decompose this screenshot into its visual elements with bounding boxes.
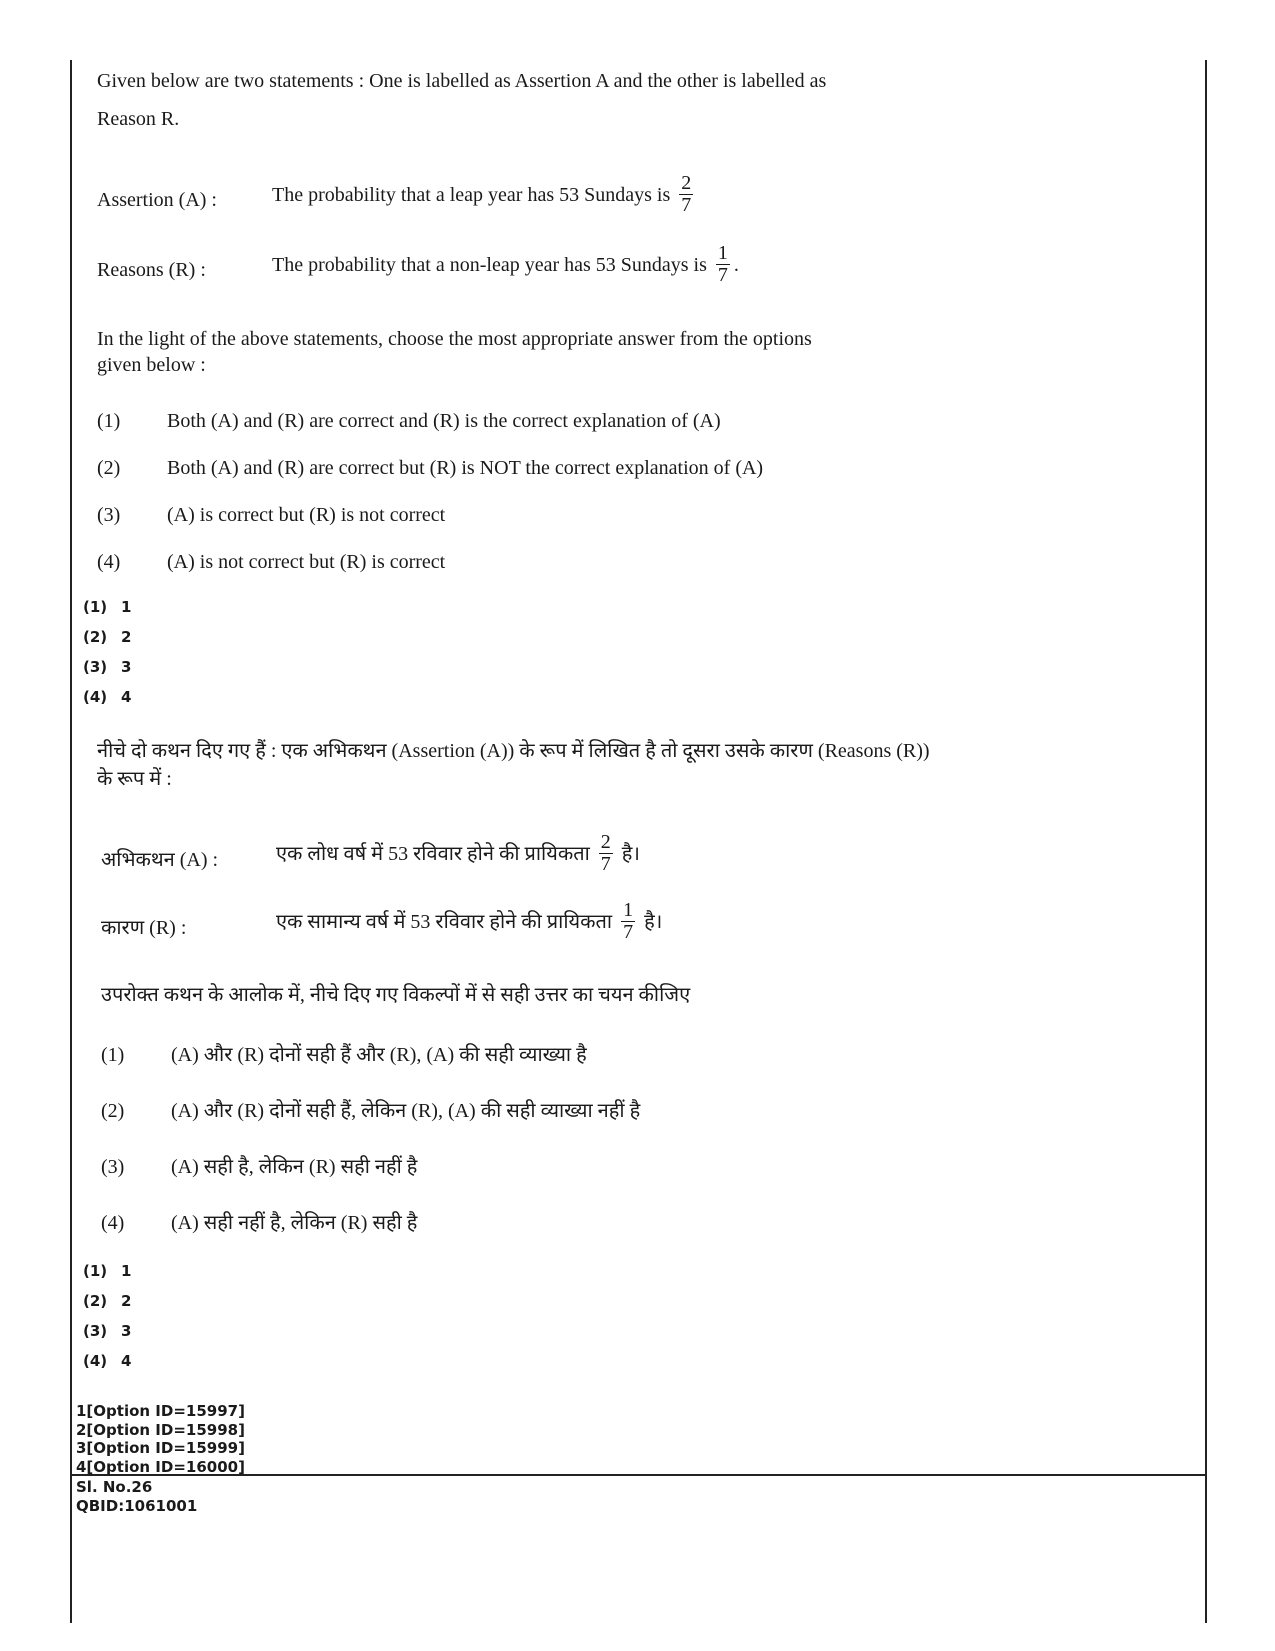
answer-value: 1 bbox=[121, 598, 132, 616]
fraction-numerator: 1 bbox=[717, 242, 728, 264]
hindi-assertion-text bbox=[276, 831, 640, 877]
fraction-numerator: 1 bbox=[623, 899, 634, 921]
option-text: (A) और (R) दोनों सही हैं और (R), (A) की सही व्याख्या है bbox=[171, 1044, 587, 1066]
hindi-assertion-fraction bbox=[599, 832, 613, 875]
hindi-reason-end: है। bbox=[644, 911, 663, 934]
answer-choice[interactable] bbox=[83, 1292, 131, 1310]
answer-key: (4) bbox=[83, 1352, 108, 1370]
question-meta bbox=[76, 1478, 197, 1516]
option-text: (A) is not correct but (R) is correct bbox=[167, 551, 446, 573]
answer-value: 2 bbox=[121, 1292, 132, 1310]
hindi-reason-label: कारण (R) : bbox=[101, 917, 187, 939]
option-number: (2) bbox=[97, 457, 121, 479]
hindi-intro-line2: के रूप में : bbox=[97, 768, 172, 790]
answer-choice[interactable] bbox=[83, 628, 131, 646]
answer-value: 3 bbox=[121, 658, 132, 676]
option-text: (A) सही नहीं है, लेकिन (R) सही है bbox=[171, 1212, 418, 1234]
fraction-denominator: 7 bbox=[623, 921, 634, 943]
english-intro-line2: Reason R. bbox=[97, 108, 180, 130]
english-assertion-sentence: The probability that a leap year has 53 Sundays is bbox=[272, 184, 671, 207]
option-id: 4[Option ID=16000] bbox=[76, 1457, 245, 1476]
option-text: (A) और (R) दोनों सही हैं, लेकिन (R), (A) की सही व्याख्या नहीं है bbox=[171, 1100, 641, 1122]
option-number: (4) bbox=[101, 1212, 125, 1234]
fraction-numerator: 2 bbox=[600, 831, 611, 853]
option-number: (4) bbox=[97, 551, 121, 573]
left-border bbox=[70, 60, 72, 1623]
option-number: (1) bbox=[97, 410, 121, 432]
option-number: (1) bbox=[101, 1044, 125, 1066]
option-id: 2[Option ID=15998] bbox=[76, 1420, 245, 1439]
hindi-assertion-label: अभिकथन (A) : bbox=[101, 849, 219, 871]
option-text: Both (A) and (R) are correct but (R) is NOT the correct explanation of (A) bbox=[167, 457, 764, 479]
english-reason-period: . bbox=[733, 254, 739, 277]
answer-choice[interactable] bbox=[83, 598, 131, 616]
hindi-assertion-end: है। bbox=[621, 843, 640, 866]
answer-value: 2 bbox=[121, 628, 132, 646]
option-id-list bbox=[76, 1402, 245, 1476]
english-intro-line1: Given below are two statements : One is labelled as Assertion A and the other is labelled as bbox=[97, 70, 827, 92]
english-assertion-label: Assertion (A) : bbox=[97, 189, 217, 211]
answer-value: 3 bbox=[121, 1322, 132, 1340]
hindi-reason-sentence: एक सामान्य वर्ष में 53 रविवार होने की प्रायिकता bbox=[276, 911, 613, 934]
fraction-numerator: 2 bbox=[681, 172, 692, 194]
answer-choice[interactable] bbox=[83, 1262, 131, 1280]
answer-key: (2) bbox=[83, 628, 108, 646]
hindi-reason-fraction bbox=[621, 900, 635, 943]
english-instruction-line1: In the light of the above statements, choose the most appropriate answer from the options bbox=[97, 328, 812, 350]
english-reason-label: Reasons (R) : bbox=[97, 259, 206, 281]
answer-key: (1) bbox=[83, 1262, 108, 1280]
english-reason-sentence: The probability that a non-leap year has 53 Sundays is bbox=[272, 254, 707, 277]
hindi-assertion-sentence: एक लोध वर्ष में 53 रविवार होने की प्रायिकता bbox=[276, 843, 590, 866]
option-text: (A) सही है, लेकिन (R) सही नहीं है bbox=[171, 1156, 418, 1178]
answer-key: (3) bbox=[83, 1322, 108, 1340]
fraction-denominator: 7 bbox=[600, 853, 611, 875]
english-intro bbox=[97, 68, 826, 133]
answer-value: 1 bbox=[121, 1262, 132, 1280]
option-id: 3[Option ID=15999] bbox=[76, 1439, 245, 1457]
option-id: 1[Option ID=15997] bbox=[76, 1402, 245, 1420]
answer-choice[interactable] bbox=[83, 688, 131, 706]
option-number: (3) bbox=[101, 1156, 125, 1178]
fraction-denominator: 7 bbox=[681, 194, 692, 216]
english-instruction-line2: given below : bbox=[97, 354, 206, 376]
answer-value: 4 bbox=[121, 1352, 132, 1370]
serial-number: Sl. No.26 bbox=[76, 1478, 153, 1496]
english-reason-fraction bbox=[716, 243, 730, 286]
answer-choice[interactable] bbox=[83, 1352, 131, 1370]
english-assertion-text bbox=[272, 172, 697, 218]
english-reason-text bbox=[272, 242, 739, 288]
english-instruction bbox=[97, 326, 812, 378]
hindi-reason-text bbox=[276, 899, 663, 945]
english-assertion-fraction bbox=[679, 173, 693, 216]
option-number: (3) bbox=[97, 504, 121, 526]
hindi-intro-line1: नीचे दो कथन दिए गए हैं : एक अभिकथन (Assertion (A)) के रूप में लिखित है तो दूसरा उसके कारण (Reasons (R)) bbox=[97, 740, 930, 762]
answer-key: (3) bbox=[83, 658, 108, 676]
answer-key: (2) bbox=[83, 1292, 108, 1310]
hindi-intro bbox=[97, 737, 930, 793]
option-text: Both (A) and (R) are correct and (R) is the correct explanation of (A) bbox=[167, 410, 721, 432]
fraction-denominator: 7 bbox=[717, 264, 728, 286]
answer-key: (1) bbox=[83, 598, 108, 616]
hindi-instruction: उपरोक्त कथन के आलोक में, नीचे दिए गए विकल्पों में से सही उत्तर का चयन कीजिए bbox=[101, 984, 691, 1006]
option-text: (A) is correct but (R) is not correct bbox=[167, 504, 446, 526]
answer-key: (4) bbox=[83, 688, 108, 706]
qbid: QBID:1061001 bbox=[76, 1497, 198, 1515]
option-number: (2) bbox=[101, 1100, 125, 1122]
answer-choice[interactable] bbox=[83, 1322, 131, 1340]
answer-value: 4 bbox=[121, 688, 132, 706]
answer-choice[interactable] bbox=[83, 658, 131, 676]
right-border bbox=[1205, 60, 1207, 1623]
